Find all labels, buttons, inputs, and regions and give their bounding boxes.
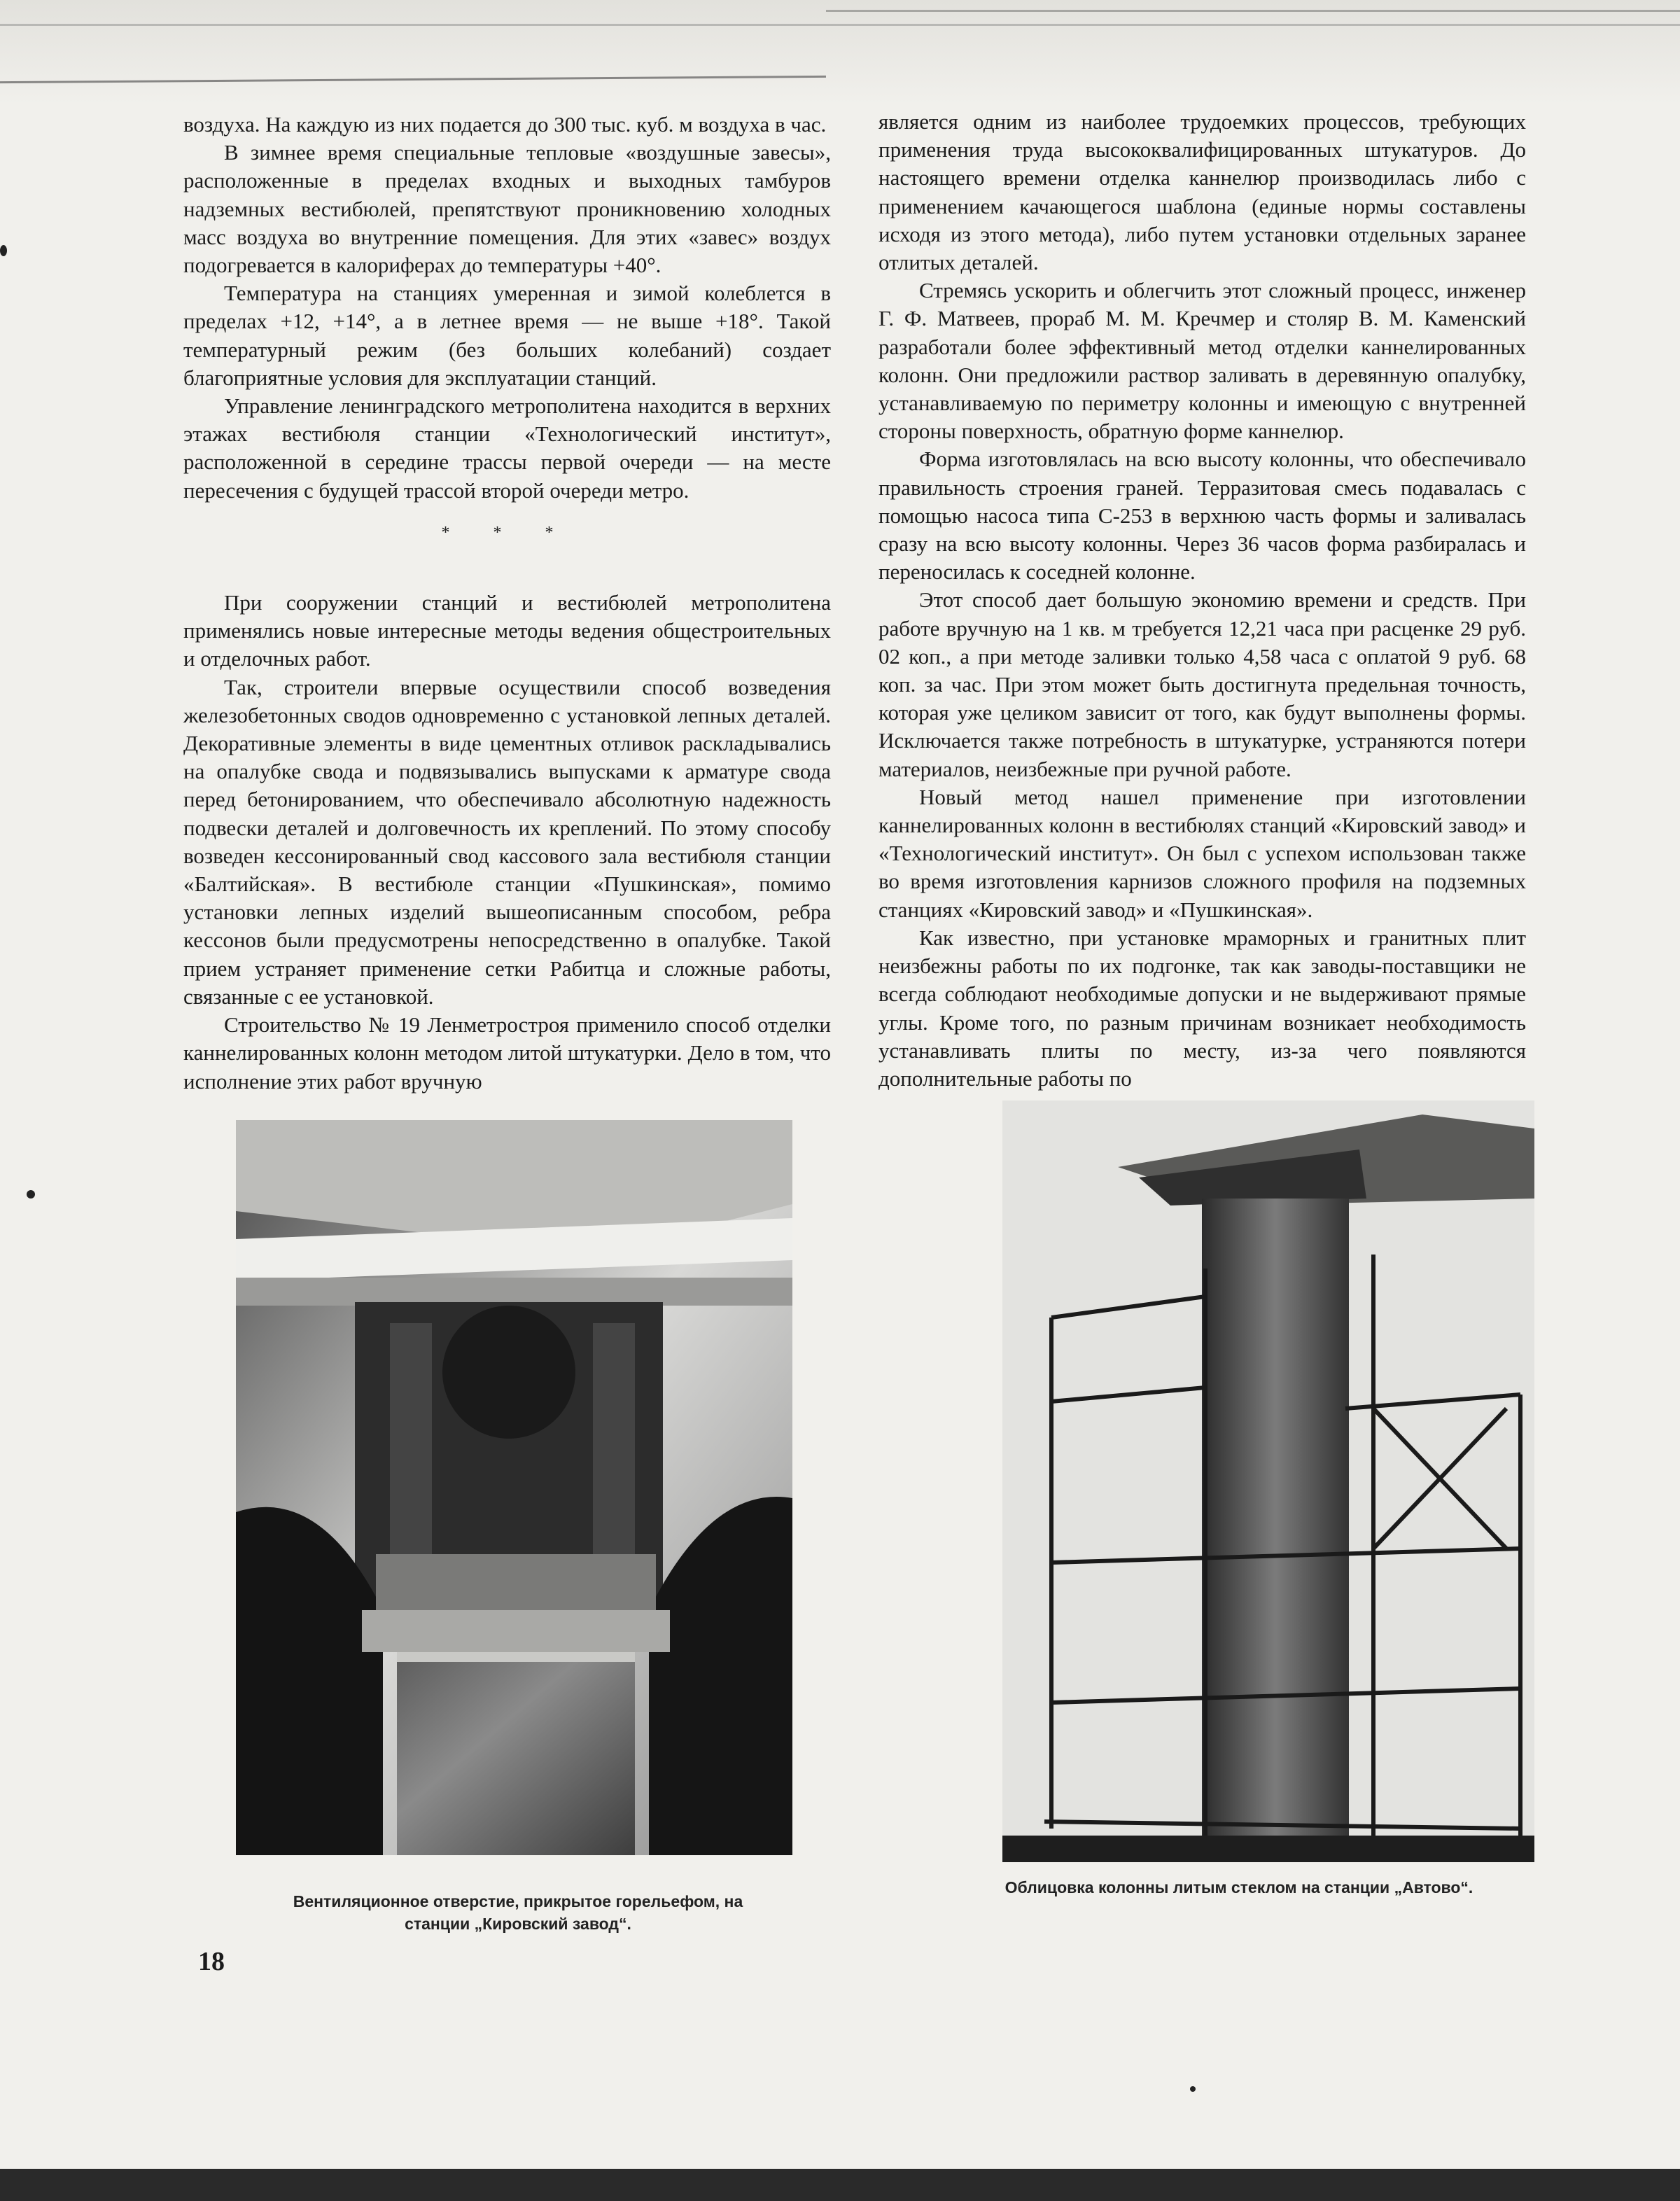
- paragraph: Новый метод нашел применение при изготовлении каннелированных колонн в вестибюлях станций «Кировский завод» и «Технологический институт». Он был с успехом использован также во время изготовления карнизов сложного профиля на подземных станциях «Кировский завод» и «Пушкинская».: [878, 784, 1526, 922]
- paragraph: Температура на станциях умеренная и зимой колеблется в пределах +12, +14°, а в летнее время — не выше +18°. Такой температурный режим (без больших колебаний) создает благоприятные условия для эксплуатации станций.: [183, 281, 831, 390]
- scan-speck: [27, 1190, 35, 1199]
- paragraph: Этот способ дает большую экономию времени и средств. При работе вручную на 1 кв. м требуется 12,21 часа при расценке 29 руб. 02 коп., а при методе заливки только 4,58 часа с оплатой 9 руб. 68 коп. за час. При этом может быть достигнута предельная точность, которая уже целиком зависит от того, как будут выполнены формы. Исключается также потребность в штукатурке, устраняются потери материалов, неизбежные при ручной работе.: [878, 587, 1526, 781]
- figure-caption-right: Облицовка колонны литым стеклом на станции „Автово“.: [1004, 1878, 1474, 1896]
- relief-illustration: [236, 1120, 792, 1855]
- scan-artifact-line: [826, 10, 1680, 12]
- paragraph: В зимнее время специальные тепловые «воздушные завесы», расположенные в пределах входных и выходных тамбуров надземных вестибюлей, препятствуют проникновению холодных масс воздуха во внутренние помещения. Для этих «завес» воздух подогревается в калориферах до температуры +40°.: [183, 140, 831, 278]
- scan-speck: [0, 245, 7, 256]
- paragraph: Как известно, при установке мраморных и гранитных плит неизбежны работы по их подгонке, так как заводы-поставщики не всегда соблюдают необходимые допуски и не выдерживают прямые углы. Кроме того, по разным причинам возникает необходимость устанавливать плиты по месту, из-за чего появляются дополнительные работы по: [878, 925, 1526, 1091]
- figure-caption-left: Вентиляционное отверстие, прикрытое горельефом, на станции „Кировский завод“.: [293, 1892, 743, 1933]
- paragraph: Стремясь ускорить и облегчить этот сложный процесс, инженер Г. Ф. Матвеев, прораб М. М. Кречмер и столяр В. М. Каменский разработали более эффективный метод отделки каннелированных колонн. Они предложили раствор заливать в деревянную опалубку, устанавливаемую по периметру колонны и имеющую с внутренней стороны поверхность, обратную форме каннелюр.: [878, 278, 1526, 444]
- scan-artifact-line: [0, 24, 1680, 26]
- paragraph: Форма изготовлялась на всю высоту колонны, что обеспечивало правильность строения граней. Терразитовая смесь подавалась с помощью насоса типа С-253 в верхнюю часть формы и заливалась сразу на всю высоту колонны. Через 36 часов форма разбиралась и переносилась к соседней колонне.: [878, 447, 1526, 585]
- left-text-column: [183, 111, 831, 1096]
- scan-top-margin: [0, 0, 1680, 105]
- photo-column-cladding: [1002, 1100, 1534, 1862]
- paragraph: При сооружении станций и вестибюлей метрополитена применялись новые интересные методы ведения общестроительных и отделочных работ.: [183, 590, 831, 671]
- column-illustration: [1002, 1100, 1534, 1862]
- right-text-column: [878, 108, 1526, 1093]
- section-separator: * * *: [441, 523, 573, 542]
- scan-speck: [1190, 2086, 1196, 2092]
- paragraph: воздуха. На каждую из них подается до 300 тыс. куб. м воздуха в час.: [183, 112, 827, 137]
- paragraph: Строительство № 19 Ленметростроя применило способ отделки каннелированных колонн методом литой штукатурки. Дело в том, что исполнение этих работ вручную: [183, 1012, 831, 1093]
- paragraph: Так, строители впервые осуществили способ возведения железобетонных сводов одновременно с установкой лепных деталей. Декоративные элементы в виде цементных отливок раскладывались на опалубке свода и подвязывались выпусками к арматуре свода перед бетонированием, что обеспечивало абсолютную надежность подвески деталей и долговечность их креплений. По этому способу возведен кессонированный свод кассового зала вестибюля станции «Балтийская». В вестибюле станции «Пушкинская», помимо установки лепных изделий вышеописанным способом, ребра кессонов были предусмотрены непосредственно в опалубке. Такой прием устраняет применение сетки Рабитца и сложные работы, связанные с ее установкой.: [183, 674, 831, 1009]
- scan-bottom-edge: [0, 2169, 1680, 2201]
- paragraph: является одним из наиболее трудоемких процессов, требующих применения труда высококвалифицированных штукатуров. До настоящего времени отделка каннелюр производилась либо с применением качающегося шаблона (единые нормы составлены исходя из этого метода), либо путем установки отдельных заранее отлитых деталей.: [878, 109, 1526, 275]
- page-number: 18: [198, 1947, 225, 1976]
- paragraph: Управление ленинградского метрополитена находится в верхних этажах вестибюля станции «Технологический институт», расположенной в середине трассы первой очереди — на месте пересечения с будущей трассой второй очереди метро.: [183, 393, 831, 503]
- photo-ventilation-relief: [236, 1120, 792, 1855]
